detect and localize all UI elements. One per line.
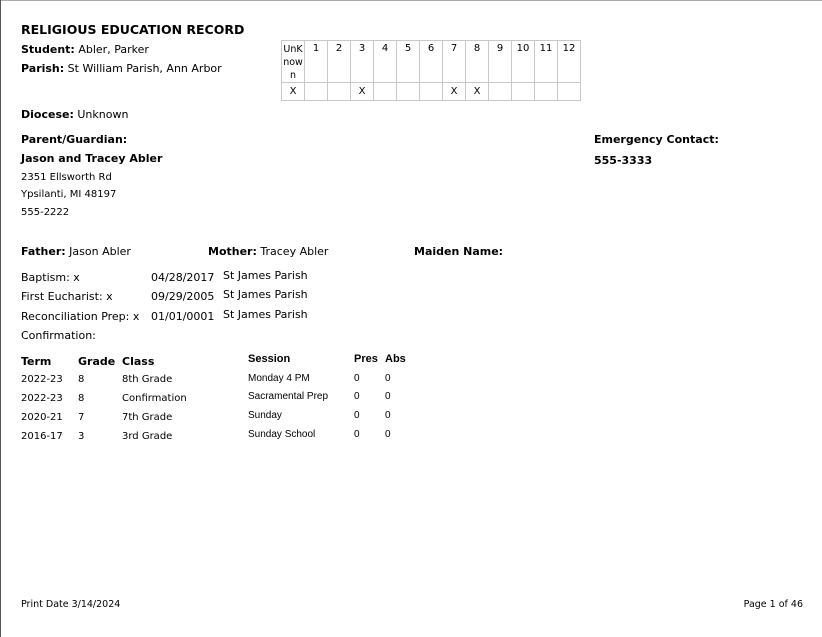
grade-mark: X bbox=[282, 83, 305, 101]
history-header-abs: Abs bbox=[385, 353, 406, 365]
page-border-left bbox=[0, 0, 1, 637]
emergency-phone: 555-3333 bbox=[594, 154, 653, 167]
diocese-label: Diocese: bbox=[21, 108, 74, 121]
maiden-name-line bbox=[414, 245, 503, 258]
sacrament-place: St James Parish bbox=[223, 308, 308, 321]
parish-label: Parish: bbox=[21, 62, 65, 75]
parent-phone: 555-2222 bbox=[21, 207, 70, 218]
history-class: 8th Grade bbox=[122, 374, 173, 385]
grade-mark: X bbox=[351, 83, 374, 101]
sacrament-date: 04/28/2017 bbox=[151, 271, 215, 284]
student-name: Abler, Parker bbox=[78, 43, 149, 56]
grade-mark bbox=[535, 83, 558, 101]
grade-header: 8 bbox=[466, 41, 489, 83]
history-session: Sunday bbox=[248, 410, 282, 421]
maiden-name-label: Maiden Name: bbox=[414, 245, 504, 258]
mother-line bbox=[208, 245, 328, 258]
grades-marks-row bbox=[282, 83, 581, 101]
history-session: Monday 4 PM bbox=[248, 373, 310, 384]
father-line bbox=[21, 245, 131, 258]
diocese-line bbox=[21, 108, 128, 121]
history-term: 2020-21 bbox=[21, 412, 63, 423]
grades-header-row bbox=[282, 41, 581, 83]
history-grade: 3 bbox=[78, 431, 85, 442]
history-header-grade: Grade bbox=[78, 355, 116, 368]
grade-mark bbox=[420, 83, 443, 101]
grade-mark: X bbox=[443, 83, 466, 101]
diocese-name: Unknown bbox=[77, 108, 129, 121]
grade-mark: X bbox=[466, 83, 489, 101]
page-number: Page 1 of 46 bbox=[743, 599, 803, 610]
father-name: Jason Abler bbox=[69, 245, 131, 258]
history-pres: 0 bbox=[354, 429, 360, 440]
grade-header: 12 bbox=[558, 41, 581, 83]
grades-attended-table bbox=[281, 40, 581, 101]
grade-header-unknown: UnK now n bbox=[282, 41, 305, 83]
grade-header: 3 bbox=[351, 41, 374, 83]
parent-address-line1: 2351 Ellsworth Rd bbox=[21, 172, 112, 183]
history-pres: 0 bbox=[354, 373, 360, 384]
history-header-class: Class bbox=[122, 355, 155, 368]
parent-label: Parent/Guardian: bbox=[21, 133, 128, 146]
document-title: RELIGIOUS EDUCATION RECORD bbox=[21, 22, 245, 37]
grade-mark bbox=[558, 83, 581, 101]
history-grade: 8 bbox=[78, 393, 85, 404]
history-abs: 0 bbox=[385, 410, 391, 421]
sacrament-place: St James Parish bbox=[223, 269, 308, 282]
parent-address-line2: Ypsilanti, MI 48197 bbox=[21, 189, 117, 200]
history-abs: 0 bbox=[385, 373, 391, 384]
grade-mark bbox=[305, 83, 328, 101]
history-term: 2016-17 bbox=[21, 431, 63, 442]
history-grade: 8 bbox=[78, 374, 85, 385]
parish-line bbox=[21, 62, 222, 75]
grade-mark bbox=[328, 83, 351, 101]
sacrament-name: Baptism: x bbox=[21, 271, 80, 284]
sacrament-place: St James Parish bbox=[223, 288, 308, 301]
grade-header: 11 bbox=[535, 41, 558, 83]
history-pres: 0 bbox=[354, 410, 360, 421]
print-date: Print Date 3/14/2024 bbox=[21, 599, 121, 610]
history-class: Confirmation bbox=[122, 393, 187, 404]
father-label: Father: bbox=[21, 245, 66, 258]
history-header-session: Session bbox=[248, 353, 291, 365]
history-header-term: Term bbox=[21, 355, 52, 368]
history-header-pres: Pres bbox=[354, 353, 378, 365]
history-term: 2022-23 bbox=[21, 374, 63, 385]
history-session: Sacramental Prep bbox=[248, 391, 329, 402]
parish-name: St William Parish, Ann Arbor bbox=[67, 62, 222, 75]
emergency-label: Emergency Contact: bbox=[594, 133, 719, 146]
mother-label: Mother: bbox=[208, 245, 257, 258]
mother-name: Tracey Abler bbox=[260, 245, 329, 258]
grade-mark bbox=[397, 83, 420, 101]
grade-mark bbox=[512, 83, 535, 101]
sacrament-date: 09/29/2005 bbox=[151, 290, 215, 303]
history-pres: 0 bbox=[354, 391, 360, 402]
history-abs: 0 bbox=[385, 391, 391, 402]
sacrament-name: Confirmation: bbox=[21, 329, 96, 342]
sacrament-name: Reconciliation Prep: x bbox=[21, 310, 140, 323]
grade-header: 2 bbox=[328, 41, 351, 83]
grade-header: 1 bbox=[305, 41, 328, 83]
grade-header: 6 bbox=[420, 41, 443, 83]
grade-header: 9 bbox=[489, 41, 512, 83]
history-class: 7th Grade bbox=[122, 412, 173, 423]
history-session: Sunday School bbox=[248, 429, 316, 440]
grade-mark bbox=[374, 83, 397, 101]
grade-header: 4 bbox=[374, 41, 397, 83]
history-class: 3rd Grade bbox=[122, 431, 173, 442]
history-grade: 7 bbox=[78, 412, 85, 423]
student-label: Student: bbox=[21, 43, 75, 56]
history-abs: 0 bbox=[385, 429, 391, 440]
page-border-top bbox=[0, 0, 822, 1]
history-term: 2022-23 bbox=[21, 393, 63, 404]
sacrament-date: 01/01/0001 bbox=[151, 310, 215, 323]
grade-header: 7 bbox=[443, 41, 466, 83]
grade-header: 10 bbox=[512, 41, 535, 83]
grade-mark bbox=[489, 83, 512, 101]
student-line bbox=[21, 43, 149, 56]
sacrament-name: First Eucharist: x bbox=[21, 290, 113, 303]
parent-names: Jason and Tracey Abler bbox=[21, 152, 163, 165]
grade-header: 5 bbox=[397, 41, 420, 83]
